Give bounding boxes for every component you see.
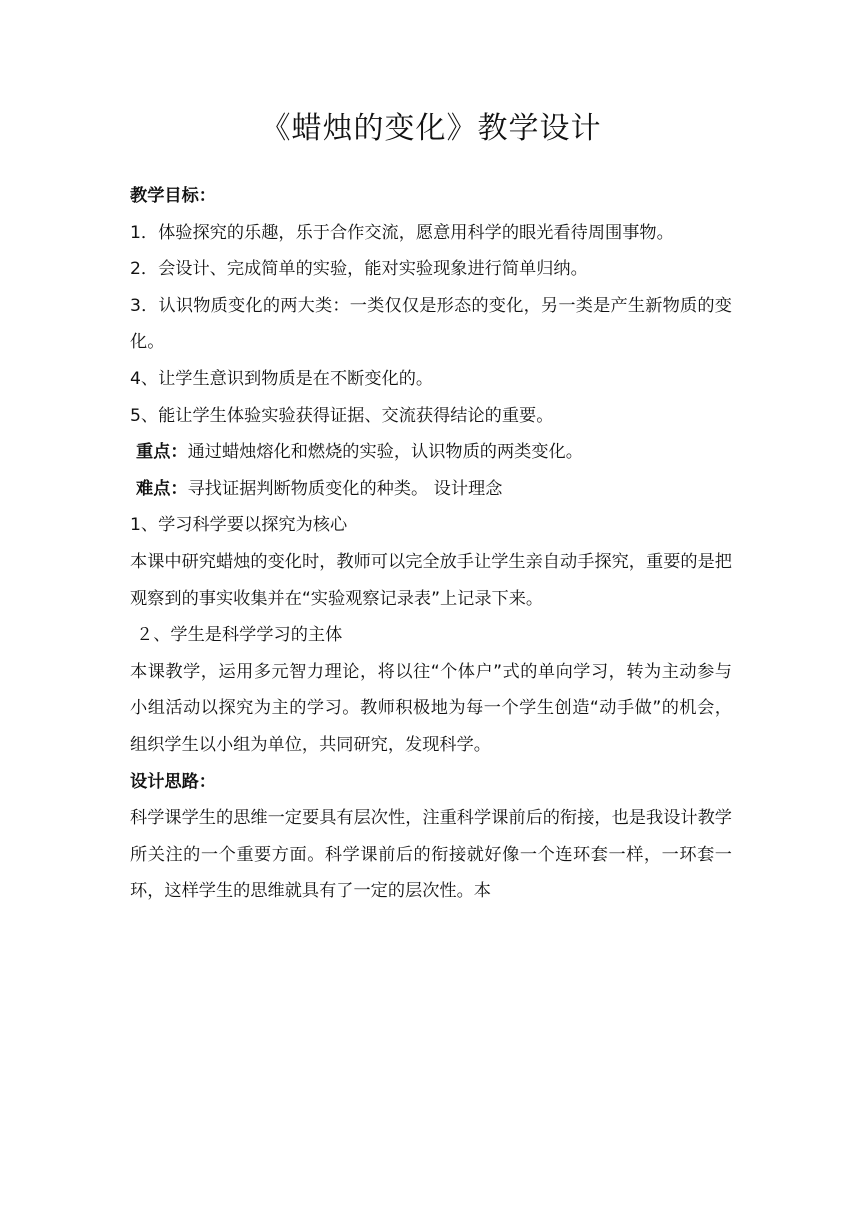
concept1-text: 本课中研究蜡烛的变化时，教师可以完全放手让学生亲自动手探究，重要的是把观察到的事实收集并在“实验观察记录表”上记录下来。 bbox=[130, 551, 732, 609]
design-heading: 设计思路： bbox=[130, 771, 216, 792]
concept2-text: 本课教学，运用多元智力理论，将以往“个体户”式的单向学习，转为主动参与小组活动以探究为主的学习。教师积极地为每一个学生创造“动手做”的机会，组织学生以小组为单位，共同研究，发现科学。 bbox=[130, 661, 732, 755]
design-text: 科学课学生的思维一定要具有层次性，注重科学课前后的衔接，也是我设计教学所关注的一个重要方面。科学课前后的衔接就好像一个连环套一样，一环套一环，这样学生的思维就具有了一定的层次性。本 bbox=[130, 808, 732, 902]
difficulty-paragraph bbox=[130, 471, 732, 508]
goal-item: 4、让学生意识到物质是在不断变化的。 bbox=[130, 368, 434, 389]
key-point-text: 通过蜡烛熔化和燃烧的实验，认识物质的两类变化。 bbox=[187, 442, 583, 463]
goal-item: 5、能让学生体验实验获得证据、交流获得结论的重要。 bbox=[130, 405, 554, 426]
difficulty-text: 寻找证据判断物质变化的种类。 设计理念 bbox=[187, 478, 503, 499]
key-point-paragraph bbox=[130, 434, 732, 471]
goals-heading: 教学目标： bbox=[130, 186, 216, 206]
goal-item: 2．会设计、完成简单的实验，能对实验现象进行简单归纳。 bbox=[130, 259, 588, 280]
document-title: 《蜡烛的变化》教学设计 bbox=[260, 111, 602, 146]
goal-item: 1．体验探究的乐趣，乐于合作交流，愿意用科学的眼光看待周围事物。 bbox=[130, 222, 674, 243]
concept2-heading: ２、学生是科学学习的主体 bbox=[136, 625, 343, 646]
key-point-label: 重点： bbox=[136, 442, 188, 463]
difficulty-label: 难点： bbox=[136, 478, 188, 499]
document-body bbox=[130, 178, 732, 910]
goal-item: 3．认识物质变化的两大类：一类仅仅是形态的变化，另一类是产生新物质的变化。 bbox=[130, 295, 732, 353]
concept1-heading: 1、学习科学要以探究为核心 bbox=[130, 515, 348, 536]
